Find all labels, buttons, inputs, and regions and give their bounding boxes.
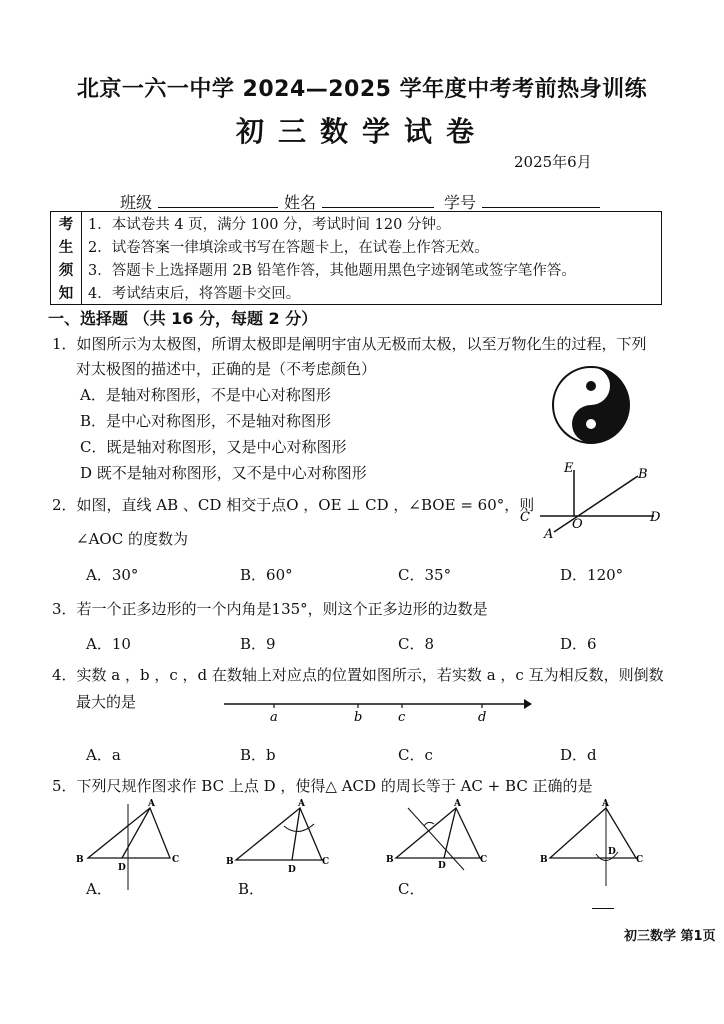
- q3-option-c[interactable]: C．8: [398, 635, 435, 653]
- line-ab: [554, 476, 638, 532]
- point-d: D: [288, 865, 296, 875]
- label-b: B: [638, 467, 648, 482]
- point-b: B: [226, 857, 234, 867]
- q1-option-d[interactable]: D 既不是轴对称图形，又不是中心对称图形: [80, 464, 367, 482]
- q2-option-a[interactable]: A．30°: [86, 566, 139, 584]
- label-a: A: [544, 527, 554, 542]
- label-o: O: [572, 517, 583, 532]
- axis-label-c: c: [398, 710, 406, 725]
- point-a: A: [602, 799, 609, 809]
- triangle-abc: [550, 808, 636, 858]
- name-blank[interactable]: [322, 207, 434, 208]
- notice-item: 1．本试卷共 4 页，满分 100 分，考试时间 120 分钟。: [82, 212, 662, 236]
- q4-option-b[interactable]: B．b: [240, 746, 276, 764]
- candidate-notice: [50, 211, 662, 305]
- school-title: 北京一六一中学 2024—2025 学年度中考考前热身训练: [76, 77, 648, 102]
- q3-option-d[interactable]: D．6: [560, 635, 597, 653]
- class-blank[interactable]: [158, 207, 278, 208]
- construction-arc: [424, 822, 434, 826]
- q4-option-c[interactable]: C．c: [398, 746, 433, 764]
- point-c: C: [480, 855, 488, 865]
- q1-line2: 对太极图的描述中，正确的是（不考虑颜色）: [76, 360, 377, 378]
- triangle-abc: [88, 808, 170, 858]
- label-d: D: [650, 510, 661, 525]
- label-c: C: [520, 510, 530, 525]
- q3-option-a[interactable]: A．10: [86, 635, 131, 653]
- q5-option-c[interactable]: C．: [398, 880, 425, 898]
- q5-option-b[interactable]: B．: [238, 880, 265, 898]
- q2-option-b[interactable]: B．60°: [240, 566, 293, 584]
- axis-label-b: b: [354, 710, 363, 725]
- number-label: 学号: [444, 193, 477, 212]
- triangle-abc: [236, 808, 322, 860]
- point-d: D: [118, 863, 126, 873]
- q3-option-b[interactable]: B．9: [240, 635, 276, 653]
- notice-label: 知: [51, 281, 82, 305]
- segment-ad: [292, 808, 300, 860]
- axis-label-a: a: [270, 710, 278, 725]
- q5-option-a[interactable]: A．: [86, 880, 112, 898]
- q4-line2: 最大的是: [76, 693, 137, 711]
- q1-line1: 1．如图所示为太极图，所谓太极即是阐明宇宙从无极而太极，以至万物化生的过程，下列: [52, 335, 647, 353]
- axis-arrow: [524, 699, 532, 709]
- q4-line1: 4．实数 a ，b ，c ，d 在数轴上对应点的位置如图所示，若实数 a ，c 互为相反数，则倒数: [52, 666, 664, 684]
- number-line: [222, 694, 532, 728]
- notice-item: 2．试卷答案一律填涂或书写在答题卡上，在试卷上作答无效。: [82, 235, 662, 258]
- taiji-figure: [550, 364, 632, 446]
- q1-option-a[interactable]: A．是轴对称图形，不是中心对称图形: [80, 386, 331, 404]
- segment-ad: [122, 808, 150, 858]
- number-blank[interactable]: [482, 207, 600, 208]
- construction-line: [408, 808, 464, 870]
- section-title: 一、选择题 （共 16 分，每题 2 分）: [48, 309, 318, 328]
- footer-rule: [592, 908, 614, 909]
- triangle-abc: [396, 808, 480, 858]
- point-c: C: [172, 855, 180, 865]
- q2-option-d[interactable]: D．120°: [560, 566, 624, 584]
- name-label: 姓名: [284, 193, 317, 212]
- point-a: A: [148, 799, 155, 809]
- class-label: 班级: [120, 193, 153, 212]
- exam-title: 初三数学试卷: [235, 115, 488, 148]
- q2-figure: [514, 458, 674, 542]
- q5-figure-b: [222, 796, 338, 876]
- exam-date: 2025年6月: [514, 153, 592, 171]
- notice-label: 考: [51, 212, 82, 236]
- notice-item: 4．考试结束后，将答题卡交回。: [82, 281, 662, 305]
- q5-figure-a: [70, 796, 186, 890]
- q3-line1: 3．若一个正多边形的一个内角是135°，则这个正多边形的边数是: [52, 600, 488, 618]
- point-b: B: [540, 855, 548, 865]
- point-d: D: [608, 847, 616, 857]
- q2-line2: ∠AOC 的度数为: [76, 530, 188, 548]
- point-a: A: [298, 799, 305, 809]
- q1-option-c[interactable]: C．既是轴对称图形，又是中心对称图形: [80, 438, 347, 456]
- notice-label: 生: [51, 235, 82, 258]
- point-a: A: [454, 799, 461, 809]
- taiji-dark-dot: [586, 381, 596, 391]
- notice-item: 3．答题卡上选择题用 2B 铅笔作答，其他题用黑色字迹钢笔或签字笔作答。: [82, 258, 662, 281]
- q5-line1: 5．下列尺规作图求作 BC 上点 D ，使得△ ACD 的周长等于 AC + BC 正确的是: [52, 777, 593, 795]
- point-c: C: [322, 857, 330, 867]
- q2-option-c[interactable]: C．35°: [398, 566, 452, 584]
- q4-option-a[interactable]: A．a: [86, 746, 121, 764]
- point-b: B: [76, 855, 84, 865]
- page-footer: 初三数学 第1页: [624, 929, 716, 944]
- q4-option-d[interactable]: D．d: [560, 746, 597, 764]
- point-b: B: [386, 855, 394, 865]
- point-c: C: [636, 855, 644, 865]
- q1-option-b[interactable]: B．是中心对称图形，不是轴对称图形: [80, 412, 332, 430]
- q5-figure-c: [384, 796, 500, 876]
- taiji-light-dot: [586, 419, 596, 429]
- notice-label: 须: [51, 258, 82, 281]
- point-d: D: [438, 861, 446, 871]
- q5-figure-d: [540, 796, 650, 890]
- q2-line1: 2．如图，直线 AB 、CD 相交于点O ，OE ⊥ CD ，∠BOE = 60°，则: [52, 496, 535, 514]
- label-e: E: [564, 461, 574, 476]
- axis-label-d: d: [478, 710, 487, 725]
